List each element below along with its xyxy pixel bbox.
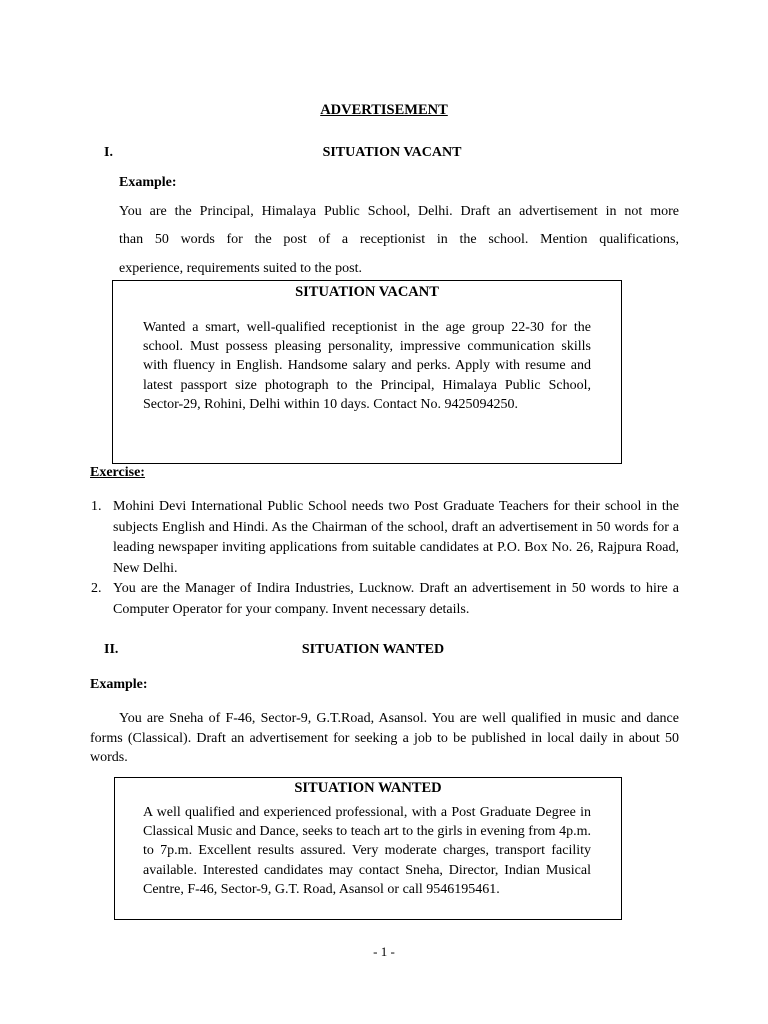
exercise-item-1-text: Mohini Devi International Public School needs two Post Graduate Teachers for their school in the subjects English and Hindi. As the Chairman of the school, draft an advertisement in 50 words for a leading newspaper inviting applications from suitable candidates at P.O. Box No. 26, Rajpura Road, New Delhi. <box>113 499 679 576</box>
document-title: ADVERTISEMENT <box>320 102 448 118</box>
section-1-example-label: Example: <box>119 175 177 190</box>
exercise-item-2-text: You are the Manager of Indira Industries, Lucknow. Draft an advertisement in 50 words to hire a Computer Operator for your company. Invent necessary details. <box>113 581 679 617</box>
exercise-label: Exercise: <box>90 465 145 480</box>
section-1-example-line-3: experience, requirements suited to the post. <box>119 261 362 276</box>
situation-wanted-box-body: A well qualified and experienced professional, with a Post Graduate Degree in Classical Music and Dance, seeks to teach art to the girls in evening from 4p.m. to 7p.m. Excellent results assured. Very moderate charges, transport facility available. Interested candidates may contact Sneha, Director, Indian Musical Centre, F-46, Sector-9, G.T. Road, Asansol or call 9546195461. <box>143 805 591 897</box>
section-2-number: II. <box>104 642 119 657</box>
page-number: - 1 - <box>373 944 395 959</box>
section-1-example-line-2: than 50 words for the post of a receptionist in the school. Mention qualifications, <box>119 232 679 247</box>
situation-vacant-box <box>112 280 622 464</box>
section-1-number: I. <box>104 145 113 160</box>
section-1-title: SITUATION VACANT <box>322 145 462 160</box>
section-2-example-label: Example: <box>90 677 148 692</box>
exercise-item-1-number: 1. <box>91 499 102 514</box>
section-2-example-text: You are Sneha of F-46, Sector-9, G.T.Road, Asansol. You are well qualified in music and dance forms (Classical). Draft an advertisement for seeking a job to be published in local daily in about 50 words. <box>90 711 679 765</box>
situation-vacant-box-title: SITUATION VACANT <box>295 284 439 300</box>
situation-vacant-box-body: Wanted a smart, well-qualified receptionist in the age group 22-30 for the school. Must possess pleasing personality, impressive communication skills with fluency in English. Handsome salary and perks. Apply with resume and latest passport size photograph to the Principal, Himalaya Public School, Sector-29, Rohini, Delhi within 10 days. Contact No. 9425094250. <box>143 320 591 412</box>
section-2-title: SITUATION WANTED <box>301 642 445 657</box>
section-1-example-line-1: You are the Principal, Himalaya Public School, Delhi. Draft an advertisement in not more <box>119 204 679 219</box>
situation-wanted-box-title: SITUATION WANTED <box>294 780 442 796</box>
exercise-item-2-number: 2. <box>91 581 102 596</box>
situation-wanted-box <box>114 777 622 920</box>
